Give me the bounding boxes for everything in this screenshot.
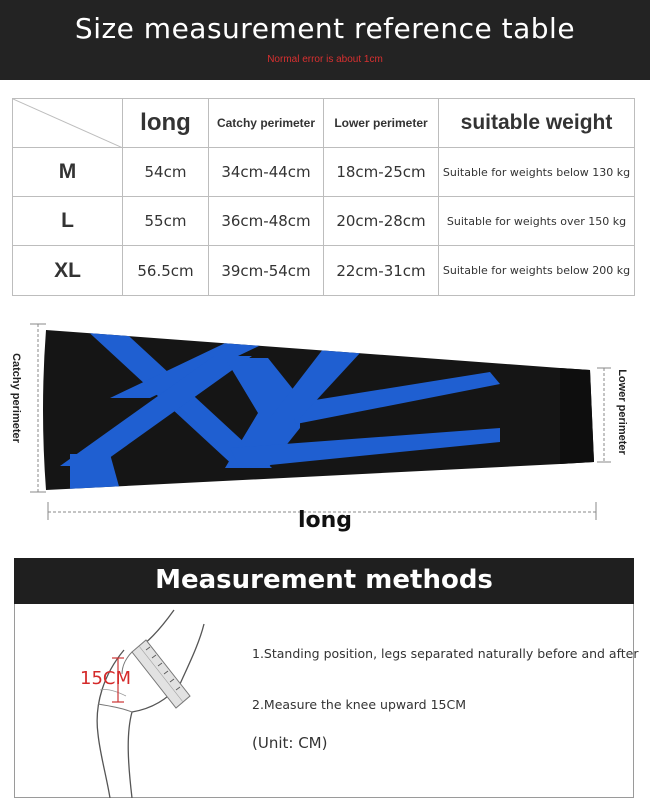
table-row <box>13 197 635 246</box>
lower-value: 22cm-31cm <box>324 246 439 296</box>
weight-value: Suitable for weights over 150 kg <box>439 197 635 246</box>
weight-value: Suitable for weights below 200 kg <box>439 246 635 296</box>
catchy-value: 34cm-44cm <box>209 148 324 197</box>
measure-length-label: 15CM <box>80 668 132 689</box>
catchy-value: 36cm-48cm <box>209 197 324 246</box>
table-header-row <box>13 99 635 148</box>
methods-title: Measurement methods <box>155 565 493 595</box>
lower-perimeter-label: Lower perimeter <box>616 369 628 455</box>
long-value: 55cm <box>123 197 209 246</box>
knee-illustration <box>14 604 234 798</box>
col-header-long: long <box>123 99 209 148</box>
col-header-catchy: Catchy perimeter <box>209 99 324 148</box>
col-header-lower: Lower perimeter <box>324 99 439 148</box>
table-row <box>13 246 635 296</box>
error-note: Normal error is about 1cm <box>267 54 383 65</box>
methods-title-bar <box>14 558 634 604</box>
size-label: L <box>13 197 123 246</box>
long-value: 54cm <box>123 148 209 197</box>
corner-cell <box>13 99 123 148</box>
long-value: 56.5cm <box>123 246 209 296</box>
weight-value: Suitable for weights below 130 kg <box>439 148 635 197</box>
lower-value: 20cm-28cm <box>324 197 439 246</box>
diagonal-line <box>13 99 123 148</box>
header-banner <box>0 0 650 80</box>
right-dimension-line <box>597 368 611 462</box>
size-label: XL <box>13 246 123 296</box>
sleeve-diagram <box>0 318 650 528</box>
unit-text: (Unit: CM) <box>252 734 328 752</box>
step-1-text: 1.Standing position, legs separated naturally before and after <box>252 646 639 661</box>
size-label: M <box>13 148 123 197</box>
step-2-text: 2.Measure the knee upward 15CM <box>252 697 467 712</box>
table-row <box>13 148 635 197</box>
compression-sleeve <box>43 326 594 490</box>
measuring-tape-icon <box>122 640 190 708</box>
page-title: Size measurement reference table <box>74 12 576 45</box>
catchy-value: 39cm-54cm <box>209 246 324 296</box>
col-header-weight: suitable weight <box>439 99 635 148</box>
long-label: long <box>297 508 353 533</box>
size-table <box>12 98 635 296</box>
lower-value: 18cm-25cm <box>324 148 439 197</box>
